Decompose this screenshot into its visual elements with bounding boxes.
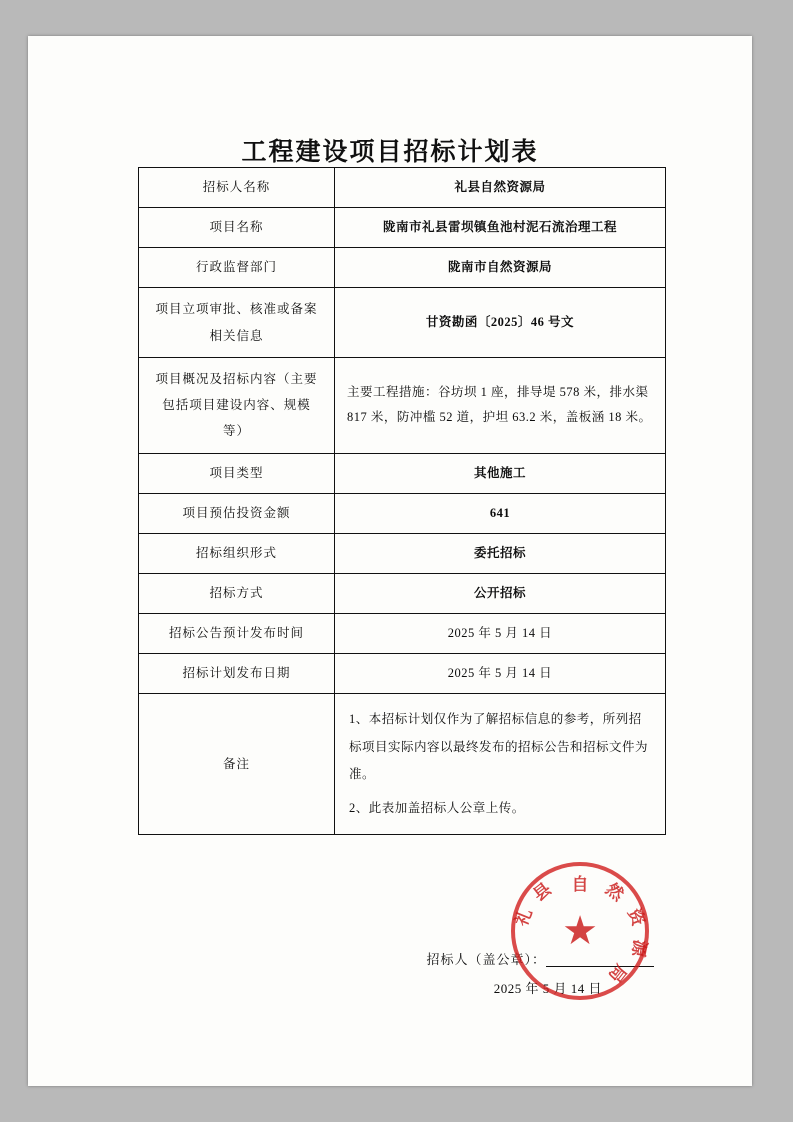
table-row (139, 614, 666, 654)
table-body (139, 168, 666, 835)
table-row (139, 493, 666, 533)
row-label: 招标组织形式 (139, 533, 335, 573)
table-row (139, 574, 666, 614)
row-value: 甘资勘函〔2025〕46 号文 (335, 288, 666, 358)
signature-label: 招标人（盖公章）： (426, 952, 546, 967)
signature-underline (546, 952, 654, 967)
row-value: 委托招标 (335, 533, 666, 573)
remark-paragraph: 2、此表加盖招标人公章上传。 (349, 800, 525, 815)
document-body (28, 36, 752, 1086)
document-paper (28, 36, 752, 1086)
table-row (139, 288, 666, 358)
row-value: 其他施工 (335, 453, 666, 493)
signature-date: 2025 年 5 月 14 日 (493, 981, 602, 997)
row-value: 陇南市礼县雷坝镇鱼池村泥石流治理工程 (335, 208, 666, 248)
table-row-remark (139, 694, 666, 835)
row-value: 礼县自然资源局 (335, 168, 666, 208)
table-row (139, 168, 666, 208)
table-row (139, 453, 666, 493)
signature-line (138, 944, 666, 975)
signature-block (138, 944, 666, 1002)
seal-star-icon: ★ (562, 908, 598, 953)
row-value: 641 (335, 493, 666, 533)
row-label: 项目预估投资金额 (139, 493, 335, 533)
row-label: 招标人名称 (139, 168, 335, 208)
remark-label: 备注 (139, 694, 335, 835)
row-label: 项目概况及招标内容（主要包括项目建设内容、规模等） (139, 357, 335, 453)
row-label: 项目立项审批、核准或备案相关信息 (139, 288, 335, 358)
seal-text-ring: 自 然 资 源 局 县 礼 (511, 875, 650, 986)
table-row (139, 654, 666, 694)
page-title: 工程建设项目招标计划表 (241, 139, 539, 166)
row-label: 招标计划发布日期 (139, 654, 335, 694)
row-label: 项目类型 (139, 453, 335, 493)
row-label: 项目名称 (139, 208, 335, 248)
row-value: 公开招标 (335, 574, 666, 614)
row-value: 2025 年 5 月 14 日 (335, 614, 666, 654)
row-label: 行政监督部门 (139, 248, 335, 288)
remark-paragraph: 1、本招标计划仅作为了解招标信息的参考，所列招标项目实际内容以最终发布的招标公告和招标文件为准。 (349, 712, 649, 782)
row-value: 陇南市自然资源局 (335, 248, 666, 288)
row-label: 招标方式 (139, 574, 335, 614)
table-row (139, 533, 666, 573)
table-row (139, 248, 666, 288)
row-value: 主要工程措施：谷坊坝 1 座，排导堤 578 米，排水渠 817 米，防冲槛 52 道，护坦 63.2 米，盖板涵 18 米。 (335, 357, 666, 453)
table-row (139, 357, 666, 453)
row-value: 2025 年 5 月 14 日 (335, 654, 666, 694)
remark-value (335, 694, 666, 835)
row-label: 招标公告预计发布时间 (139, 614, 335, 654)
table-row (139, 208, 666, 248)
bid-plan-table (138, 167, 666, 835)
